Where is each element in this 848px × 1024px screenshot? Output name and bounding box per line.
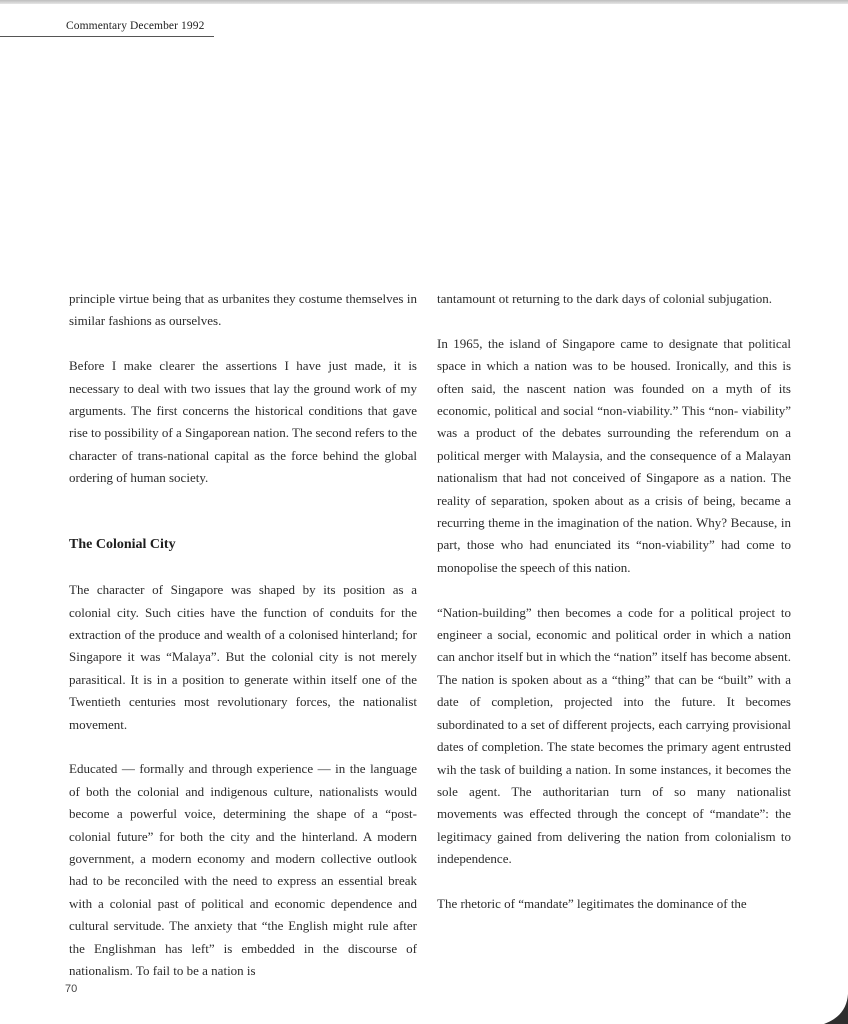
paragraph-gap [437, 310, 791, 332]
header-rule [0, 36, 214, 37]
paragraph: tantamount ot returning to the dark days of colonial subjugation. [437, 291, 773, 306]
paragraph: “Nation-building” then becomes a code for a political project to engineer a social, economic and political order in which a nation can anchor itself but in which the “nation” itself has become absent. The nation is spoken about as a “thing” that can be “built” with a date of completion, projected into the future. It becomes subordinated to a set of different projects, each carrying provisional dates of completion. The state becomes the primary agent entrusted wih the task of building a nation. In some instances, it becomes the sole agent. The authoritarian turn of so many nationalist movements was effected through the concept of “mandate”: the legitimacy gained from delivering the nation from colonialism to independence. [437, 604, 791, 867]
paragraph-gap [437, 579, 791, 601]
page-curl-icon [818, 994, 848, 1024]
right-column [437, 288, 791, 915]
paragraph-gap [69, 557, 417, 579]
paragraph: The character of Singapore was shaped by its position as a colonial city. Such cities have the function of conduits for the extraction of the produce and wealth of a colonised hinterland; for Singapore it was “Malaya”. But the colonial city is not merely parasitical. It is in a position to generate within itself one of the Twentieth centuries most revolutionary forces, the nationalist movement. [69, 582, 417, 732]
paragraph: principle virtue being that as urbanites they costume themselves in similar fashions as ourselves. [69, 291, 417, 329]
paragraph: In 1965, the island of Singapore came to designate that political space in which a nation was to be housed. Ironically, and this is often said, the nascent nation was founded on a myth of its economic, political and social “non-viability.” This “non- viability” was a product of the debates surrounding the referendum on a political merger with Malaysia, and the consequence of a Malayan nationalism that had not conceived of Singapore as a nation. The reality of separation, spoken about as a crisis of being, became a recurring theme in the imagination of the nation. Why? Because, in part, those who had enunciated its “non-viability” had come to monopolise the speech of this nation. [437, 335, 791, 575]
paragraph: Before I make clearer the assertions I have just made, it is necessary to deal with two issues that lay the ground work of my arguments. The first concerns the historical conditions that gave rise to possibility of a Singaporean nation. The second refers to the character of trans-national capital as the force behind the global ordering of human society. [69, 358, 417, 486]
section-heading: The Colonial City [69, 537, 176, 553]
scan-top-shadow [0, 0, 848, 4]
paragraph-gap [69, 736, 417, 758]
running-head: Commentary December 1992 [66, 20, 205, 32]
paragraph-gap [69, 490, 417, 512]
paragraph-gap [437, 871, 791, 893]
page-number: 70 [65, 983, 78, 995]
paragraph-gap [69, 512, 417, 534]
left-column [69, 288, 417, 983]
paragraph: The rhetoric of “mandate” legitimates the dominance of the [437, 895, 747, 911]
paragraph: Educated — formally and through experience — in the language of both the colonial and indigenous culture, nationalists would become a powerful voice, determining the shape of a “post-colonial future” for both the city and the hinterland. A modern government, a modern economy and modern collective outlook had to be reconciled with the need to express an essential break with a colonial past of political and economic dependence and cultural servitude. The anxiety that “the English might rule after the Englishman has left” is embedded in the discourse of nationalism. To fail to be a nation is [69, 761, 417, 979]
paragraph-gap [69, 333, 417, 355]
